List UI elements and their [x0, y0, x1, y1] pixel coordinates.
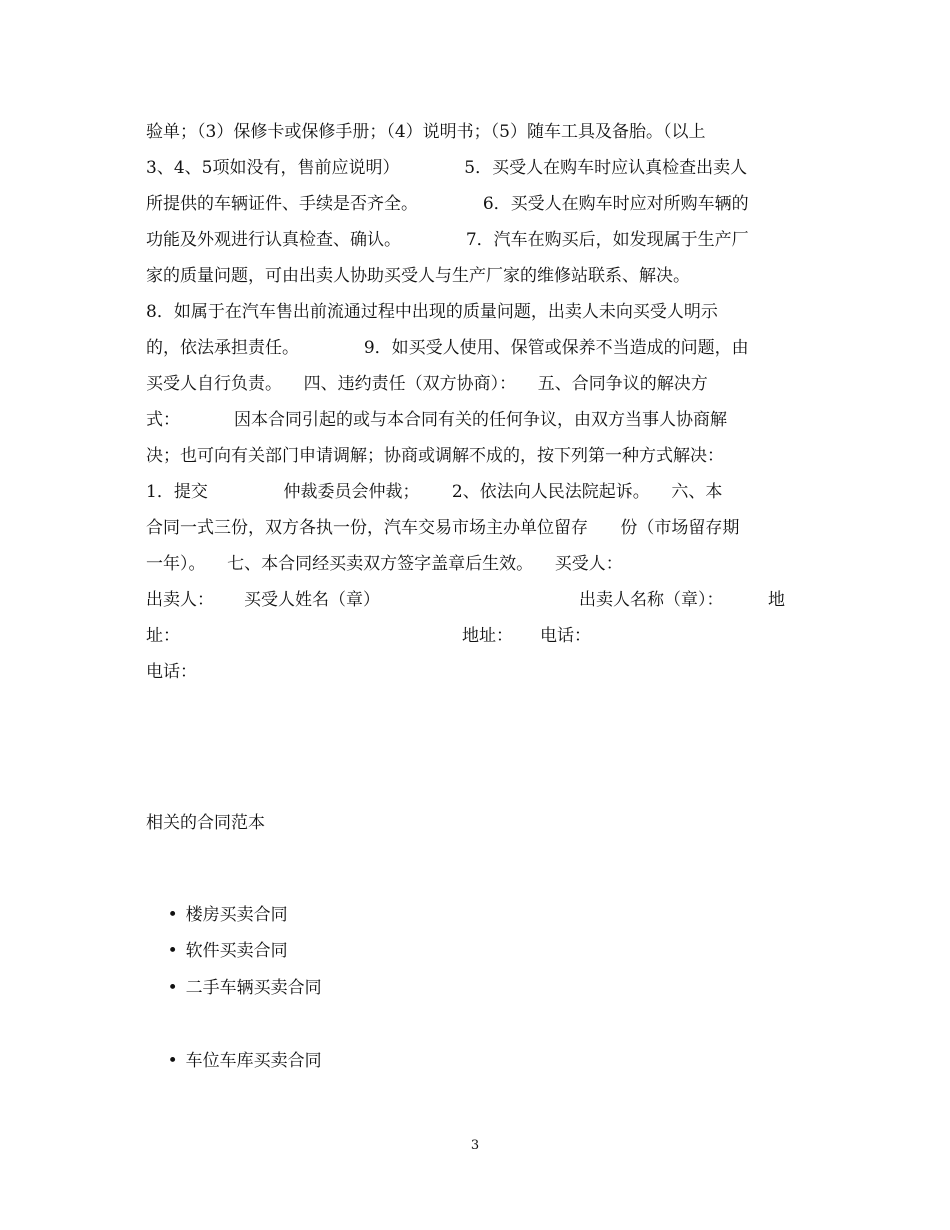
- seller-label: 出卖人：: [146, 590, 214, 610]
- address-label-end: 址：: [146, 626, 180, 646]
- body-line: 合同一式三份，双方各执一份，汽车交易市场主办单位留存 份（市场留存期: [146, 518, 740, 538]
- seller-address-label: 地址：: [462, 626, 513, 646]
- related-link-label[interactable]: 二手车辆买卖合同: [185, 978, 322, 998]
- bullet-icon: •: [167, 941, 178, 961]
- buyer-name-label: 买受人姓名（章）: [244, 590, 380, 610]
- seller-name-label: 出卖人名称（章）：: [579, 590, 724, 610]
- related-link-3[interactable]: [146, 955, 322, 1021]
- body-line: 验单；（3）保修卡或保修手册；（4）说明书；（5）随车工具及备胎。（以上: [146, 122, 706, 142]
- related-link-label[interactable]: 软件买卖合同: [185, 941, 288, 961]
- body-line: 买受人自行负责。 四、违约责任（双方协商）： 五、合同争议的解决方: [146, 374, 708, 394]
- body-line: 所提供的车辆证件、手续是否齐全。 6．买受人在购车时应对所购车辆的: [146, 194, 749, 214]
- related-link-label[interactable]: 楼房买卖合同: [185, 905, 288, 925]
- address-label-start: 地: [768, 590, 785, 610]
- buyer-phone-label: 电话：: [146, 662, 197, 682]
- related-link-4[interactable]: [146, 1028, 322, 1094]
- body-line: 的，依法承担责任。 9．如买受人使用、保管或保养不当造成的问题，由: [146, 338, 749, 358]
- body-line: 8．如属于在汽车售出前流通过程中出现的质量问题，出卖人未向买受人明示: [146, 302, 718, 322]
- body-line: 3、4、5项如没有，售前应说明） 5．买受人在购车时应认真检查出卖人: [146, 158, 748, 178]
- related-heading: 相关的合同范本: [146, 813, 265, 833]
- body-line: 家的质量问题，可由出卖人协助买受人与生产厂家的维修站联系、解决。: [146, 266, 690, 286]
- related-link-label[interactable]: 车位车库买卖合同: [185, 1051, 322, 1071]
- bullet-icon: •: [167, 1051, 178, 1071]
- body-line: 式： 因本合同引起的或与本合同有关的任何争议，由双方当事人协商解: [146, 410, 728, 430]
- body-line: 一年）。 七、本合同经买卖双方签字盖章后生效。 买受人：: [146, 554, 623, 574]
- body-line: 决；也可向有关部门申请调解；协商或调解不成的，按下列第一种方式解决：: [146, 446, 724, 466]
- seller-phone-label: 电话：: [540, 626, 591, 646]
- bullet-icon: •: [167, 905, 178, 925]
- page-number: 3: [470, 1138, 480, 1153]
- body-line: 1．提交 仲裁委员会仲裁； 2、依法向人民法院起诉。 六、本: [146, 482, 723, 502]
- body-line: 功能及外观进行认真检查、确认。 7．汽车在购买后，如发现属于生产厂: [146, 230, 749, 250]
- bullet-icon: •: [167, 978, 178, 998]
